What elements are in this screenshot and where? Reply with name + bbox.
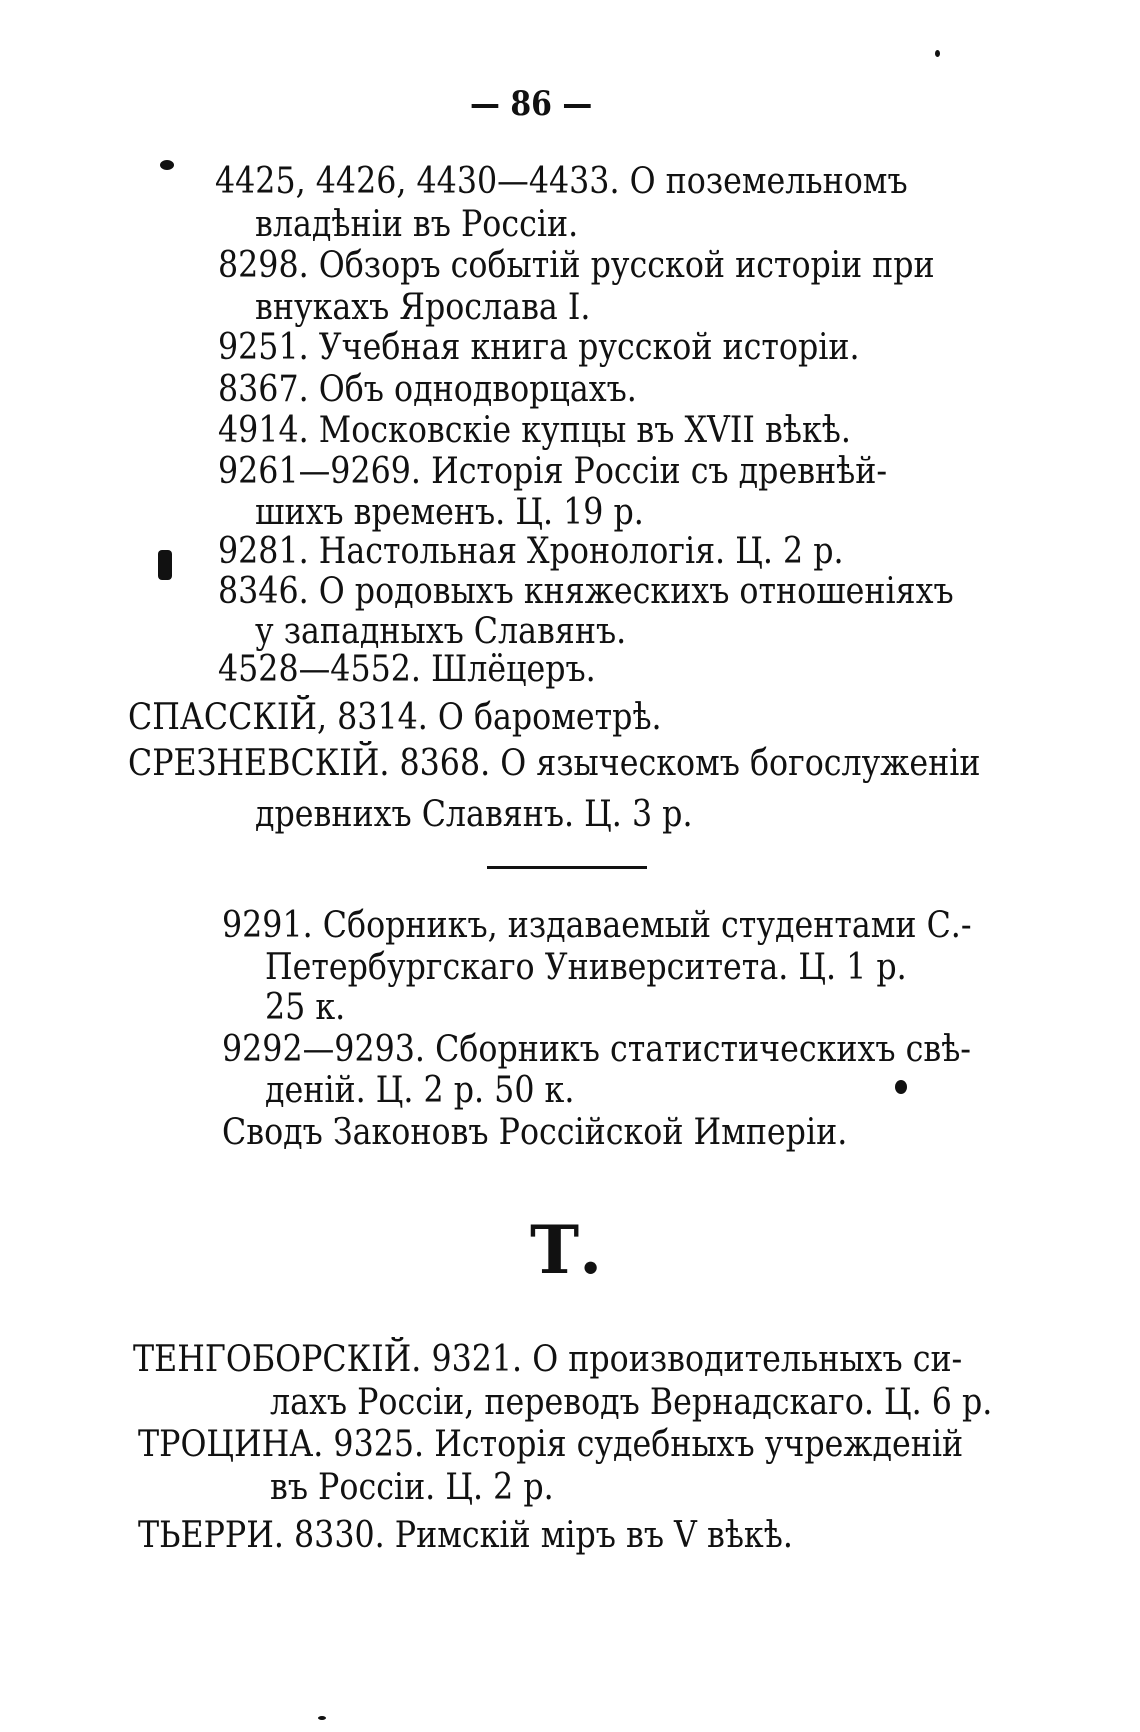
entry-line: 9251. Учебная книга русской исторіи. xyxy=(218,327,860,368)
ink-speck xyxy=(158,550,172,580)
entry-line: 9292—9293. Сборникъ статистическихъ свѣ- xyxy=(222,1029,972,1070)
ink-speck xyxy=(935,50,940,57)
ink-speck xyxy=(160,160,174,170)
entry-line: 9291. Сборникъ, издаваемый студентами С.- xyxy=(222,905,972,946)
entry-line: 4425, 4426, 4430—4433. О поземельномъ xyxy=(215,161,908,202)
ink-speck xyxy=(318,1716,326,1720)
entry-line: 4914. Московскіе купцы въ XVII вѣкѣ. xyxy=(218,410,851,451)
entry-line: владѣніи въ Россіи. xyxy=(255,204,579,245)
ink-speck xyxy=(895,1080,907,1094)
entry-line: 8346. О родовыхъ княжескихъ отношеніяхъ xyxy=(218,571,954,612)
author-entry: СПАССКІЙ, 8314. О барометрѣ. xyxy=(128,697,662,738)
page-number: — 86 — xyxy=(470,84,593,124)
entry-line: деній. Ц. 2 р. 50 к. xyxy=(265,1070,575,1111)
author-entry: ТЕНГОБОРСКІЙ. 9321. О производительныхъ си- xyxy=(133,1339,963,1380)
entry-line: Сводъ Законовъ Россійской Имперіи. xyxy=(222,1112,848,1153)
author-entry: ТРОЦИНА. 9325. Исторія судебныхъ учрежденій xyxy=(138,1424,964,1465)
entry-line: въ Россіи. Ц. 2 р. xyxy=(270,1467,554,1508)
entry-line: у западныхъ Славянъ. xyxy=(255,611,627,652)
author-entry: ТЬЕРРИ. 8330. Римскій міръ въ V вѣкѣ. xyxy=(138,1515,793,1556)
author-entry: СРЕЗНЕВСКІЙ. 8368. О языческомъ богослуженіи xyxy=(128,743,981,784)
entry-line: внукахъ Ярослава I. xyxy=(255,287,591,328)
entry-line: лахъ Россіи, переводъ Вернадскаго. Ц. 6 р. xyxy=(270,1382,993,1423)
entry-line: 25 к. xyxy=(265,987,346,1028)
section-divider xyxy=(487,866,647,869)
entry-line: 9261—9269. Исторія Россіи съ древнѣй- xyxy=(218,451,888,492)
entry-line: шихъ временъ. Ц. 19 р. xyxy=(255,492,644,533)
entry-line: 4528—4552. Шлёцеръ. xyxy=(218,649,596,690)
section-letter: Т. xyxy=(530,1211,603,1289)
entry-line: 8298. Обзоръ событій русской исторіи при xyxy=(218,245,935,286)
entry-line: Петербургскаго Университета. Ц. 1 р. xyxy=(265,947,907,988)
author-entry: древнихъ Славянъ. Ц. 3 р. xyxy=(255,794,693,835)
entry-line: 9281. Настольная Хронологія. Ц. 2 р. xyxy=(218,531,844,572)
entry-line: 8367. Объ однодворцахъ. xyxy=(218,369,637,410)
